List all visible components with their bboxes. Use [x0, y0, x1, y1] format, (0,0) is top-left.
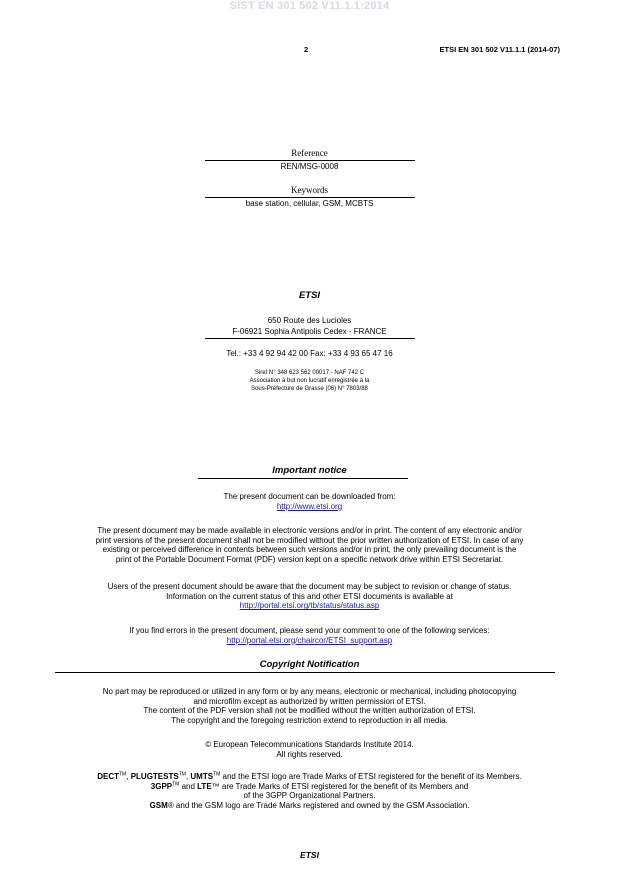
notice-p1-line: The present document may be made available in electronic versions and/or in print. The content of any electronic and/or [97, 526, 522, 535]
notice-p1-line: print of the Portable Document Format (PDF) version kept on a specific network drive within ETSI Secretariat. [115, 554, 504, 564]
copyright-title: Copyright Notification [259, 659, 360, 670]
copyright-line: The content of the PDF version shall not be modified without the written authorization of ETSI. [143, 706, 476, 716]
copyright-paragraph [0, 687, 619, 725]
tm-dect: DECT [97, 772, 119, 781]
reference-value: REN/MSG-0008 [280, 162, 339, 171]
support-link[interactable]: http://portal.etsi.org/chaircor/ETSI_support.asp [226, 635, 393, 645]
copyright-rule [55, 672, 555, 673]
copyright-line: and microfilm except as authorized by written permission of ETSI. [193, 696, 426, 706]
copyright-holder: © European Telecommunications Standards Institute 2014. [205, 740, 414, 749]
tm-plugtests: PLUGTESTS [130, 772, 179, 781]
etsi-title: ETSI [298, 290, 321, 301]
tm-lte: LTE [197, 781, 212, 791]
footer-etsi: ETSI [300, 850, 319, 860]
tm-sup: TM [119, 771, 127, 778]
notice-paragraph-1 [0, 526, 619, 564]
copyright-line: The copyright and the foregoing restriction extend to reproduction in all media. [171, 715, 448, 725]
tm-line-1-tail: and the ETSI logo are Trade Marks of ETSI registered for the benefit of its Members. [220, 772, 522, 781]
notice-p1-line: existing or perceived difference in contents between such versions and/or in print, the only prevailing document is the [102, 545, 517, 555]
copyright-statement [0, 740, 619, 759]
important-notice-rule [198, 478, 408, 479]
copyright-line: No part may be reproduced or utilized in any form or by any means, electronic or mechanical, including photocopying [102, 687, 517, 696]
tel-fax: Tel.: +33 4 92 94 42 00 Fax: +33 4 93 65 47 16 [226, 349, 393, 358]
address-line-2: F-06921 Sophia Antipolis Cedex - FRANCE [232, 327, 387, 336]
keywords-rule [205, 197, 415, 198]
tm-line-4-tail: ® and the GSM logo are Trade Marks registered and owned by the GSM Association. [167, 800, 470, 810]
trademark-line-1: DECT™, PLUGTESTS™, UMTS™ and the ETSI logo are Trade Marks of ETSI registered for the benefit of its Members. [97, 771, 522, 781]
trademark-line-2 [0, 782, 619, 792]
notice-p2-line: Information on the current status of this and other ETSI documents is available at [166, 591, 453, 601]
siret-line-1: Siret N° 348 623 562 00017 - NAF 742 C [254, 370, 365, 376]
trademarks-paragraph [0, 772, 619, 810]
tm-and: and [179, 781, 198, 791]
notice-paragraph-3 [0, 626, 619, 645]
tm-sup: TM [172, 780, 180, 787]
trademark-line-4 [0, 801, 619, 811]
notice-p3-line: If you find errors in the present document, please send your comment to one of the following services: [129, 626, 490, 635]
tm-sup: TM [178, 771, 186, 778]
keywords-label: Keywords [291, 185, 328, 195]
address-rule [205, 338, 415, 339]
notice-p1-line: print versions of the present document shall not be modified without the prior written authorization of ETSI. In case of any [95, 535, 524, 545]
siret-line-2: Association à but non lucratif enregistrée à la [249, 378, 370, 384]
document-id: ETSI EN 301 502 V11.1.1 (2014-07) [439, 45, 560, 54]
reference-rule [205, 160, 415, 161]
notice-p2-line: Users of the present document should be aware that the document may be subject to revision or change of status. [107, 582, 512, 591]
download-text: The present document can be downloaded from: [223, 492, 396, 501]
tm-3gpp: 3GPP [150, 781, 173, 791]
tm-gsm: GSM [149, 800, 168, 810]
address-line-1: 650 Route des Lucioles [267, 316, 352, 325]
siret-line-3: Sous-Préfecture de Grasse (06) N° 7803/88 [251, 386, 368, 392]
reference-label: Reference [291, 148, 328, 158]
etsi-website-link[interactable]: http://www.etsi.org [276, 502, 343, 511]
tm-line-2-tail: ™ are Trade Marks of ETSI registered for the benefit of its Members and [211, 781, 469, 791]
tm-umts: UMTS [190, 772, 214, 781]
watermark-text: SIST EN 301 502 V11.1.1:2014 [229, 0, 390, 12]
tm-sup: TM [213, 771, 221, 778]
status-link[interactable]: http://portal.etsi.org/tb/status/status.asp [239, 601, 380, 611]
keywords-value: base station, cellular, GSM, MCBTS [245, 199, 374, 208]
important-notice-title: Important notice [272, 465, 347, 476]
trademark-line-3: of the 3GPP Organizational Partners. [243, 791, 376, 801]
rights-reserved: All rights reserved. [276, 749, 343, 759]
notice-paragraph-2 [0, 582, 619, 611]
page-number: 2 [304, 45, 309, 54]
